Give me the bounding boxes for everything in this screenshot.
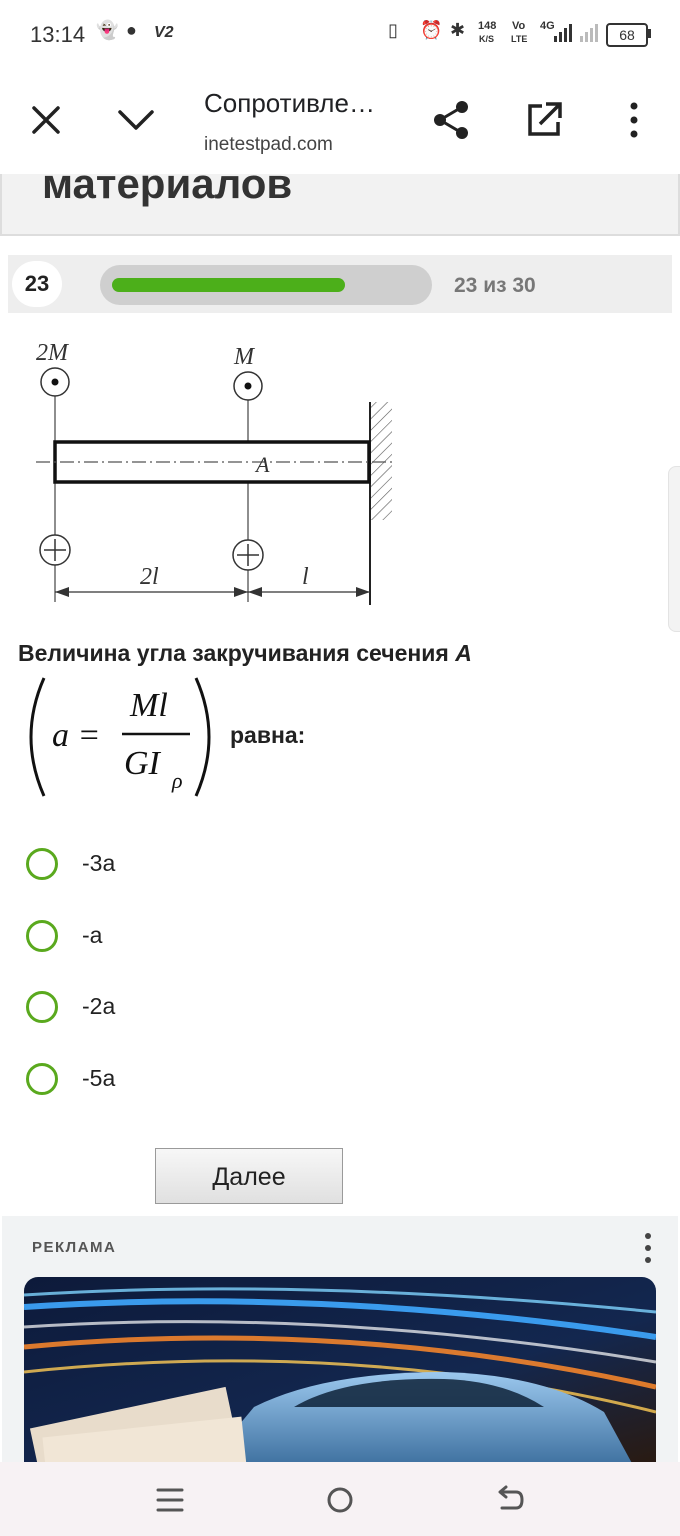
label-A: A	[256, 452, 270, 477]
option-1[interactable]	[24, 844, 424, 888]
option-label: -5a	[82, 1065, 116, 1091]
chevron-down-icon[interactable]	[114, 100, 158, 140]
radio-button[interactable]	[26, 1063, 58, 1095]
option-label: -a	[82, 922, 103, 948]
question-text-main: Величина угла закручивания сечения	[18, 640, 456, 666]
back-icon[interactable]	[488, 1478, 532, 1522]
option-2[interactable]	[24, 916, 424, 960]
more-vert-icon[interactable]	[620, 98, 648, 142]
page-url: inetestpad.com	[204, 134, 333, 155]
shaft-diagram	[18, 330, 418, 620]
net-speed-unit: K/S	[479, 34, 495, 44]
formula-subscript: ρ	[172, 768, 183, 793]
menu-icon[interactable]	[148, 1478, 192, 1522]
formula-denominator: GI	[124, 745, 160, 782]
formula-lhs: a =	[52, 717, 101, 754]
equals-text: равна:	[230, 722, 306, 748]
volte-bottom: LTE	[511, 34, 528, 44]
ad-image[interactable]	[24, 1277, 656, 1467]
option-3[interactable]	[24, 987, 424, 1031]
question-text	[18, 640, 472, 667]
question-number-badge: 23	[12, 261, 62, 307]
battery-tip	[648, 29, 651, 38]
chat-icon: ●	[126, 20, 137, 40]
option-label: -3a	[82, 850, 116, 876]
volte-top: Vo	[512, 20, 526, 32]
share-icon[interactable]	[430, 98, 474, 142]
close-icon[interactable]	[26, 100, 66, 140]
v2-indicator: V2	[154, 24, 174, 41]
radio-button[interactable]	[26, 991, 58, 1023]
page-header	[0, 174, 680, 236]
radio-button[interactable]	[26, 848, 58, 880]
bluetooth-icon: ✱	[450, 20, 466, 40]
question-variable: A	[455, 640, 472, 666]
snapchat-icon: 👻	[96, 20, 119, 40]
page-title: Сопротивле…	[204, 88, 375, 118]
formula-numerator: Ml	[130, 687, 168, 724]
open-external-icon[interactable]	[522, 98, 566, 142]
progress-text: 23 из 30	[454, 274, 536, 297]
formula	[22, 672, 222, 802]
option-4[interactable]	[24, 1059, 424, 1103]
alarm-icon: ⏰	[420, 20, 443, 40]
ad-label: РЕКЛАМА	[32, 1239, 117, 1256]
label-2l: 2l	[140, 564, 159, 590]
label-M: M	[234, 344, 254, 370]
next-button[interactable]: Далее	[155, 1148, 343, 1204]
home-icon[interactable]	[318, 1478, 362, 1522]
ad-more-icon[interactable]	[636, 1230, 660, 1266]
signal-icon	[552, 22, 602, 44]
status-time: 13:14	[30, 22, 86, 47]
header-title: материалов	[42, 174, 293, 207]
network-type: 4G	[540, 20, 555, 32]
scroll-handle[interactable]	[668, 466, 680, 632]
vibrate-icon: ▯	[388, 20, 398, 40]
progress-fill	[112, 278, 345, 292]
net-speed: 148	[478, 20, 497, 32]
battery-icon: 68	[606, 23, 648, 47]
label-2M: 2M	[36, 340, 68, 366]
option-label: -2a	[82, 993, 116, 1019]
radio-button[interactable]	[26, 920, 58, 952]
label-l: l	[302, 564, 309, 590]
wall-hatch	[370, 402, 392, 520]
